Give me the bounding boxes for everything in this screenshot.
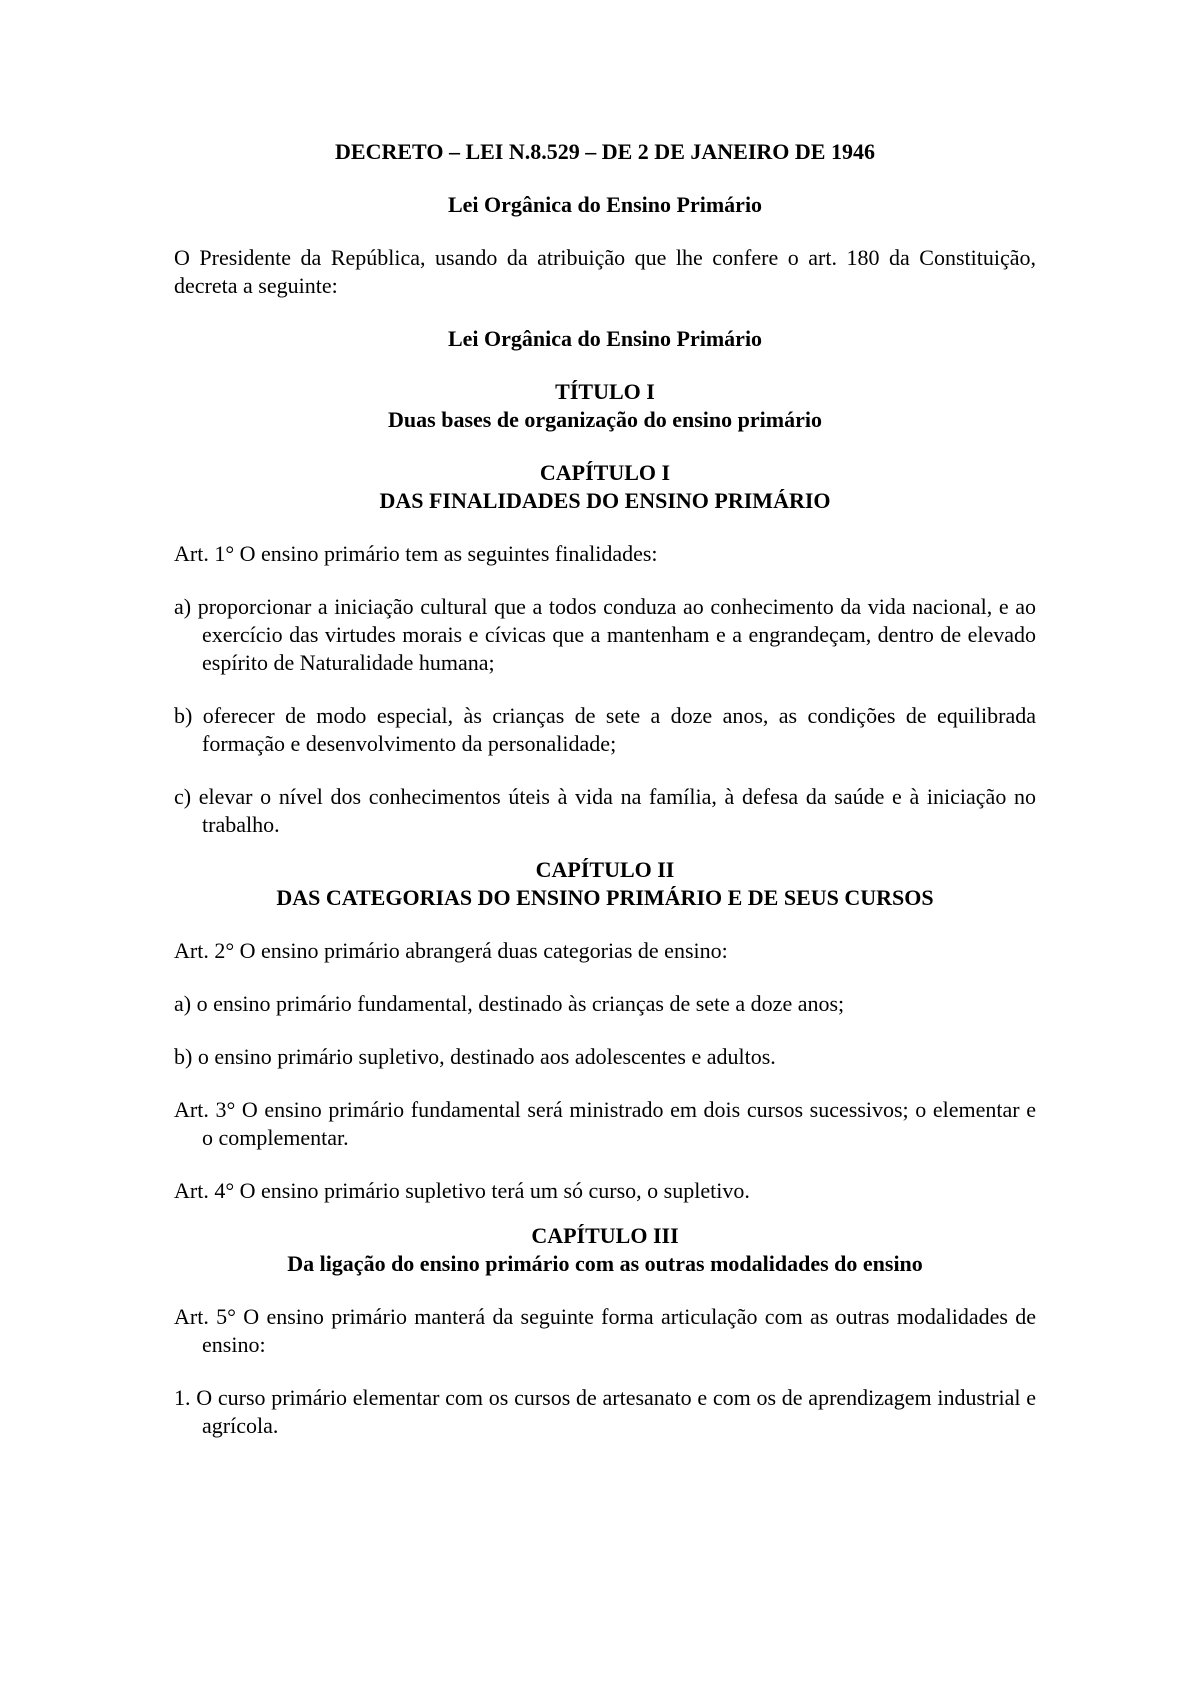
chapter-1-heading: CAPÍTULO I — [539, 460, 671, 485]
chapter-3-name: Da ligação do ensino primário com as outras modalidades do ensino — [287, 1251, 923, 1276]
preamble-paragraph: O Presidente da República, usando da atribuição que lhe confere o art. 180 da Constituição, decreta a seguinte: — [174, 245, 1036, 298]
article-1-item-b: b) oferecer de modo especial, às crianças de sete a doze anos, as condições de equilibrada formação e desenvolvimento da personalidade; — [174, 703, 1036, 756]
article-4: Art. 4° O ensino primário supletivo terá um só curso, o supletivo. — [174, 1178, 750, 1203]
chapter-2-heading-block — [174, 856, 1036, 912]
titulo-heading-block — [174, 378, 1036, 434]
titulo-heading: TÍTULO I — [555, 379, 655, 404]
article-5: Art. 5° O ensino primário manterá da seguinte forma articulação com as outras modalidades de ensino: — [174, 1304, 1036, 1357]
article-3: Art. 3° O ensino primário fundamental será ministrado em dois cursos sucessivos; o elementar e o complementar. — [174, 1097, 1036, 1150]
article-1: Art. 1° O ensino primário tem as seguintes finalidades: — [174, 541, 658, 566]
chapter-2-heading: CAPÍTULO II — [535, 857, 675, 882]
chapter-3-heading: CAPÍTULO III — [531, 1223, 679, 1248]
article-2-item-a: a) o ensino primário fundamental, destinado às crianças de sete a doze anos; — [174, 991, 845, 1016]
article-1-item-a: a) proporcionar a iniciação cultural que a todos conduza ao conhecimento da vida nacional, e ao exercício das virtudes morais e cívicas que a mantenham e a engrandeçam, dentro de elevado espírito de Naturalidade humana; — [174, 594, 1036, 675]
article-2: Art. 2° O ensino primário abrangerá duas categorias de ensino: — [174, 938, 728, 963]
law-subtitle: Lei Orgânica do Ensino Primário — [447, 192, 763, 217]
article-1-item-c: c) elevar o nível dos conhecimentos úteis à vida na família, à defesa da saúde e à iniciação no trabalho. — [174, 784, 1036, 837]
document-page — [174, 138, 1036, 1465]
law-subtitle-repeat: Lei Orgânica do Ensino Primário — [447, 326, 763, 351]
chapter-3-heading-block — [174, 1222, 1036, 1278]
chapter-2-name: DAS CATEGORIAS DO ENSINO PRIMÁRIO E DE SEUS CURSOS — [276, 885, 934, 910]
chapter-1-name: DAS FINALIDADES DO ENSINO PRIMÁRIO — [379, 488, 831, 513]
article-2-item-b: b) o ensino primário supletivo, destinado aos adolescentes e adultos. — [174, 1044, 776, 1069]
article-5-item-1: 1. O curso primário elementar com os cursos de artesanato e com os de aprendizagem industrial e agrícola. — [174, 1385, 1036, 1438]
chapter-1-heading-block — [174, 459, 1036, 515]
decree-title: DECRETO – LEI N.8.529 – DE 2 DE JANEIRO DE 1946 — [335, 139, 875, 164]
titulo-name: Duas bases de organização do ensino primário — [388, 407, 822, 432]
